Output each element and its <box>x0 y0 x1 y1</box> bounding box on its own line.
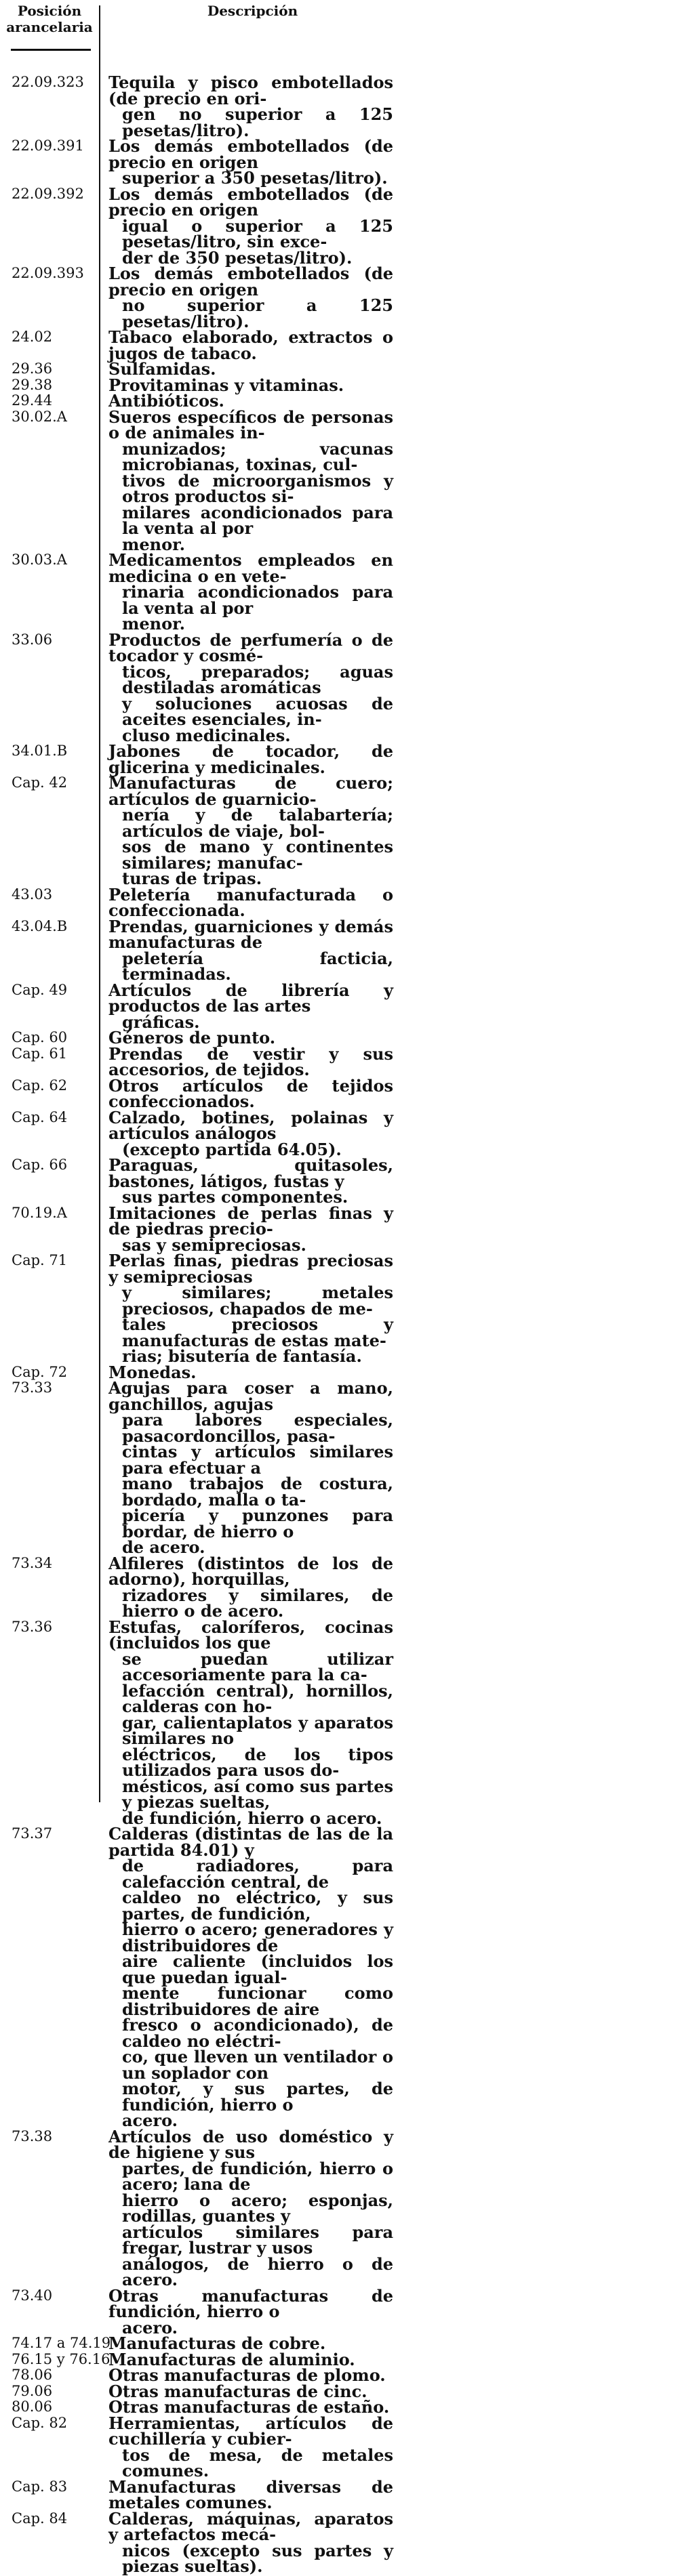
tariff-description <box>108 2476 393 2512</box>
description-line: Estufas, caloríferos, cocinas (incluidos los que <box>108 1617 393 1653</box>
description-line: de acero. <box>122 1537 205 1557</box>
tariff-position: 29.44 <box>12 392 53 409</box>
description-line: superior a 350 pesetas/litro). <box>122 168 388 188</box>
tariff-description <box>108 1107 393 1159</box>
tariff-position: 22.09.391 <box>12 138 84 154</box>
tariff-position: 29.36 <box>12 360 53 377</box>
description-line: Prendas, guarniciones y demás manufacturas de <box>108 916 393 952</box>
tariff-description <box>108 916 393 984</box>
tariff-description <box>108 1043 393 1079</box>
description-line: Los demás embotellados (de precio en origen <box>108 264 393 299</box>
tariff-position: 34.01.B <box>12 743 68 759</box>
tariff-description <box>108 1253 393 1365</box>
tariff-description <box>108 1075 393 1111</box>
description-line: Manufacturas de aluminio. <box>108 2349 355 2369</box>
description-line: Imitaciones de perlas finas y de piedras precio- <box>108 1203 393 1239</box>
tariff-position: 73.36 <box>12 1618 53 1635</box>
tariff-position: 79.06 <box>12 2382 53 2399</box>
table-row <box>0 629 678 745</box>
table-row <box>0 1826 678 2129</box>
table-row <box>0 1107 678 1159</box>
description-line: Calderas, máquinas, aparatos y artefactos mecá- <box>108 2508 393 2544</box>
description-line: Manufacturas diversas de metales comunes. <box>108 2476 393 2512</box>
tariff-position: 22.09.392 <box>12 185 84 202</box>
tariff-position: 30.03.A <box>12 552 67 568</box>
tariff-description <box>108 329 393 361</box>
description-line: Tequila y pisco embotellados (de precio en ori- <box>108 72 393 108</box>
tariff-position: Cap. 84 <box>12 2510 68 2527</box>
table-row <box>0 2349 678 2369</box>
description-line: nería y de talabartería; artículos de viaje, bol- <box>122 805 393 841</box>
table-row <box>0 743 678 775</box>
tariff-description <box>108 2349 393 2369</box>
table-row <box>0 1030 678 1046</box>
tariff-position: Cap. 62 <box>12 1077 68 1094</box>
description-line: artículos similares para fregar, lustrar y usos <box>122 2222 393 2258</box>
description-line: sas y semipreciosas. <box>122 1234 306 1255</box>
description-line: motor, y sus partes, de fundición, hierro o <box>122 2079 393 2115</box>
description-line: Peletería manufacturada o confeccionada. <box>108 884 393 920</box>
table-row <box>0 1380 678 1556</box>
description-line: Otros artículos de tejidos confeccionados. <box>108 1075 393 1111</box>
description-line: Los demás embotellados (de precio en origen <box>108 136 393 172</box>
tariff-description <box>108 2399 393 2415</box>
table-row <box>0 1619 678 1827</box>
tariff-description <box>108 884 393 920</box>
description-line: Manufacturas de cobre. <box>108 2333 326 2353</box>
description-line: Otras manufacturas de plomo. <box>108 2365 386 2385</box>
tariff-position: 29.38 <box>12 376 53 393</box>
table-row <box>0 377 678 394</box>
description-line: mente funcionar como distribuidores de aire <box>122 1983 393 2019</box>
description-line: gen no superior a 125 pesetas/litro). <box>122 104 393 140</box>
tariff-position: Cap. 42 <box>12 774 68 791</box>
description-line: cintas y artículos similares para efectuar a <box>122 1442 393 1478</box>
description-line: milares acondicionados para la venta al por <box>122 502 393 538</box>
description-line: mano trabajos de costura, bordado, malla o ta- <box>122 1474 393 1510</box>
position-column-header <box>0 3 99 35</box>
tariff-position: 43.03 <box>12 886 53 902</box>
tariff-description <box>108 361 393 377</box>
description-line: rinaria acondicionados para la venta al por <box>122 582 393 618</box>
description-line: Herramientas, artículos de cuchillería y cubier- <box>108 2413 393 2449</box>
table-row <box>0 884 678 920</box>
tariff-position: 70.19.A <box>12 1204 67 1221</box>
description-line: tales preciosos y manufacturas de estas mate- <box>122 1314 393 1350</box>
tariff-description <box>108 2508 393 2576</box>
tariff-description <box>108 2415 393 2479</box>
tariff-description <box>108 1380 393 1556</box>
tariff-description <box>108 1157 393 1205</box>
tariff-position: Cap. 64 <box>12 1108 68 1125</box>
tariff-description <box>108 2367 393 2384</box>
tariff-position: 78.06 <box>12 2367 53 2383</box>
tariff-position: 74.17 a 74.19 <box>12 2335 111 2351</box>
description-line: lefacción central), hornillos, calderas con ho- <box>122 1680 393 1716</box>
tariff-position: 22.09.393 <box>12 265 84 281</box>
description-line: rias; bisutería de fantasía. <box>122 1346 362 1366</box>
position-header-line: Posición <box>17 3 82 19</box>
description-line: turas de tripas. <box>122 869 262 888</box>
description-line: Artículos de uso doméstico y de higiene y sus <box>108 2126 393 2162</box>
table-row <box>0 409 678 553</box>
table-row <box>0 1043 678 1079</box>
table-row <box>0 138 678 186</box>
description-line: (excepto partida 64.05). <box>122 1139 342 1159</box>
description-line: análogos, de hierro o de acero. <box>122 2253 393 2289</box>
description-line: picería y punzones para bordar, de hierro o <box>122 1505 393 1541</box>
description-line: fresco o acondicionado), de caldeo no eléctri- <box>122 2015 393 2051</box>
tariff-description <box>108 982 393 1031</box>
description-line: ticos, preparados; aguas destiladas aromáticas <box>122 661 393 697</box>
description-line: cluso medicinales. <box>122 725 291 745</box>
tariff-description <box>108 72 393 140</box>
description-line: Géneros de punto. <box>108 1028 276 1047</box>
header-rule <box>11 49 91 51</box>
tariff-position: Cap. 83 <box>12 2478 68 2495</box>
tariff-position: 43.04.B <box>12 917 68 934</box>
table-row <box>0 2381 678 2401</box>
table-header <box>0 0 678 49</box>
description-line: Manufacturas de cuero; artículos de guarnicio- <box>108 773 393 809</box>
table-row <box>0 186 678 266</box>
table-row <box>0 1157 678 1205</box>
table-row <box>0 2476 678 2512</box>
tariff-description <box>108 629 393 745</box>
description-line: de fundición, hierro o acero. <box>122 1808 382 1828</box>
description-line: Artículos de librería y productos de las artes <box>108 980 393 1016</box>
description-line: aire caliente (incluidos los que puedan igual- <box>122 1951 393 1987</box>
table-row <box>0 552 678 632</box>
table-row <box>0 1253 678 1365</box>
table-row <box>0 2399 678 2415</box>
description-line: menor. <box>122 614 185 633</box>
tariff-position: Cap. 60 <box>12 1029 68 1045</box>
description-line: sus partes componentes. <box>122 1187 348 1207</box>
tariff-position: Cap. 72 <box>12 1363 68 1380</box>
table-row <box>0 72 678 140</box>
table-row <box>0 2126 678 2289</box>
description-line: nicos (excepto sus partes y piezas sueltas). <box>122 2540 393 2576</box>
description-line: Sulfamidas. <box>108 359 216 379</box>
description-line: se puedan utilizar accesoriamente para la ca- <box>122 1648 393 1684</box>
tariff-position: 73.33 <box>12 1379 53 1396</box>
table-row <box>0 393 678 409</box>
description-line: mésticos, así como sus partes y piezas sueltas, <box>122 1776 393 1812</box>
description-line: Otras manufacturas de estaño. <box>108 2397 390 2417</box>
description-line: eléctricos, de los tipos utilizados para usos do- <box>122 1744 393 1780</box>
tariff-position: 73.40 <box>12 2287 53 2304</box>
tariff-description <box>108 138 393 186</box>
tariff-description <box>108 266 393 329</box>
tariff-description <box>108 2126 393 2289</box>
description-line: de radiadores, para calefacción central, de <box>122 1856 393 1892</box>
position-header-line: arancelaria <box>6 19 93 35</box>
description-line: sos de mano y continentes similares; manufac- <box>122 837 393 873</box>
tariff-description <box>108 1826 393 2129</box>
description-line: y soluciones acuosas de aceites esenciales, in- <box>122 693 393 729</box>
description-line: Paraguas, quitasoles, bastones, látigos, fustas y <box>108 1155 393 1191</box>
description-line: Perlas finas, piedras preciosas y semipreciosas <box>108 1251 393 1287</box>
tariff-description <box>108 1030 393 1046</box>
tariff-description <box>108 552 393 632</box>
tariff-position: 30.02.A <box>12 408 67 425</box>
tariff-table <box>0 72 678 2576</box>
description-line: Alfileres (distintos de los de adorno), horquillas, <box>108 1553 393 1589</box>
tariff-description <box>108 186 393 266</box>
description-line: hierro o acero; esponjas, rodillas, guantes y <box>122 2190 393 2226</box>
tariff-position: 73.34 <box>12 1554 53 1571</box>
description-line: para labores especiales, pasacordoncillos, pasa- <box>122 1410 393 1446</box>
table-row <box>0 982 678 1031</box>
description-line: tos de mesa, de metales comunes. <box>122 2445 393 2480</box>
tariff-position: Cap. 66 <box>12 1157 68 1173</box>
tariff-description <box>108 2285 393 2338</box>
description-line: Productos de perfumería o de tocador y cosmé- <box>108 629 393 665</box>
description-line: Sueros específicos de personas o de animales in- <box>108 407 393 442</box>
description-line: Monedas. <box>108 1362 197 1382</box>
tariff-description <box>108 409 393 553</box>
table-row <box>0 1075 678 1111</box>
tariff-description <box>108 2381 393 2401</box>
table-row <box>0 361 678 377</box>
table-row <box>0 775 678 887</box>
tariff-position: Cap. 82 <box>12 2414 68 2431</box>
description-line: Calderas (distintas de las de la partida 84.01) y <box>108 1824 393 1860</box>
table-row <box>0 1205 678 1253</box>
description-line: acero. <box>122 2111 178 2130</box>
tariff-position: 73.38 <box>12 2127 53 2144</box>
description-line: der de 350 pesetas/litro). <box>122 247 353 268</box>
description-line: menor. <box>122 534 185 554</box>
table-row <box>0 2367 678 2384</box>
tariff-position: 24.02 <box>12 329 53 345</box>
tariff-position: 76.15 y 76.16 <box>12 2350 111 2367</box>
tariff-description <box>108 1619 393 1827</box>
table-row <box>0 266 678 329</box>
table-row <box>0 916 678 984</box>
table-row <box>0 1553 678 1621</box>
tariff-description <box>108 775 393 887</box>
description-line: co, que lleven un ventilador o un soplador con <box>122 2047 393 2083</box>
description-column-header: Descripción <box>207 3 298 19</box>
description-line: Antibióticos. <box>108 391 224 411</box>
description-line: Prendas de vestir y sus accesorios, de tejidos. <box>108 1043 393 1079</box>
description-line: y similares; metales preciosos, chapados de me- <box>122 1283 393 1318</box>
table-row <box>0 2508 678 2576</box>
description-line: igual o superior a 125 pesetas/litro, sin exce- <box>122 215 393 251</box>
tariff-description <box>108 1205 393 1253</box>
tariff-description <box>108 1553 393 1621</box>
description-line: Los demás embotellados (de precio en origen <box>108 184 393 220</box>
tariff-position: Cap. 49 <box>12 981 68 998</box>
description-line: gráficas. <box>122 1012 200 1032</box>
description-line: Agujas para coser a mano, ganchillos, agujas <box>108 1378 393 1414</box>
description-line: acero. <box>122 2317 178 2338</box>
description-line: gar, calientaplatos y aparatos similares no <box>122 1712 393 1748</box>
table-row <box>0 329 678 361</box>
description-line: Provitaminas y vitaminas. <box>108 375 344 395</box>
description-line: no superior a 125 pesetas/litro). <box>122 295 393 331</box>
table-row <box>0 2335 678 2352</box>
description-line: peletería facticia, terminadas. <box>122 948 393 984</box>
tariff-position: 80.06 <box>12 2398 53 2415</box>
description-line: Calzado, botines, polainas y artículos análogos <box>108 1107 393 1143</box>
tariff-position: 73.37 <box>12 1825 53 1842</box>
table-row <box>0 2415 678 2479</box>
description-line: Jabones de tocador, de glicerina y medicinales. <box>108 741 393 777</box>
tariff-position: Cap. 71 <box>12 1252 68 1268</box>
tariff-description <box>108 2335 393 2352</box>
description-line: Tabaco elaborado, extractos o jugos de tabaco. <box>108 327 393 363</box>
description-line: Medicamentos empleados en medicina o en vete- <box>108 550 393 586</box>
tariff-description <box>108 743 393 775</box>
description-line: partes, de fundición, hierro o acero; lana de <box>122 2158 393 2194</box>
description-line: munizados; vacunas microbianas, toxinas, cul- <box>122 438 393 474</box>
description-line: caldeo no eléctrico, y sus partes, de fundición, <box>122 1888 393 1924</box>
tariff-position: Cap. 61 <box>12 1045 68 1062</box>
description-line: rizadores y similares, de hierro o de acero. <box>122 1585 393 1621</box>
tariff-position: 33.06 <box>12 631 53 648</box>
description-line: Otras manufacturas de fundición, hierro o <box>108 2285 393 2321</box>
tariff-description <box>108 393 393 409</box>
description-line: Otras manufacturas de cinc. <box>108 2381 367 2401</box>
tariff-position: 22.09.323 <box>12 74 84 90</box>
description-line: tivos de microorganismos y otros productos si- <box>122 470 393 506</box>
description-line: hierro o acero; generadores y distribuidores de <box>122 1919 393 1955</box>
table-row <box>0 2285 678 2338</box>
